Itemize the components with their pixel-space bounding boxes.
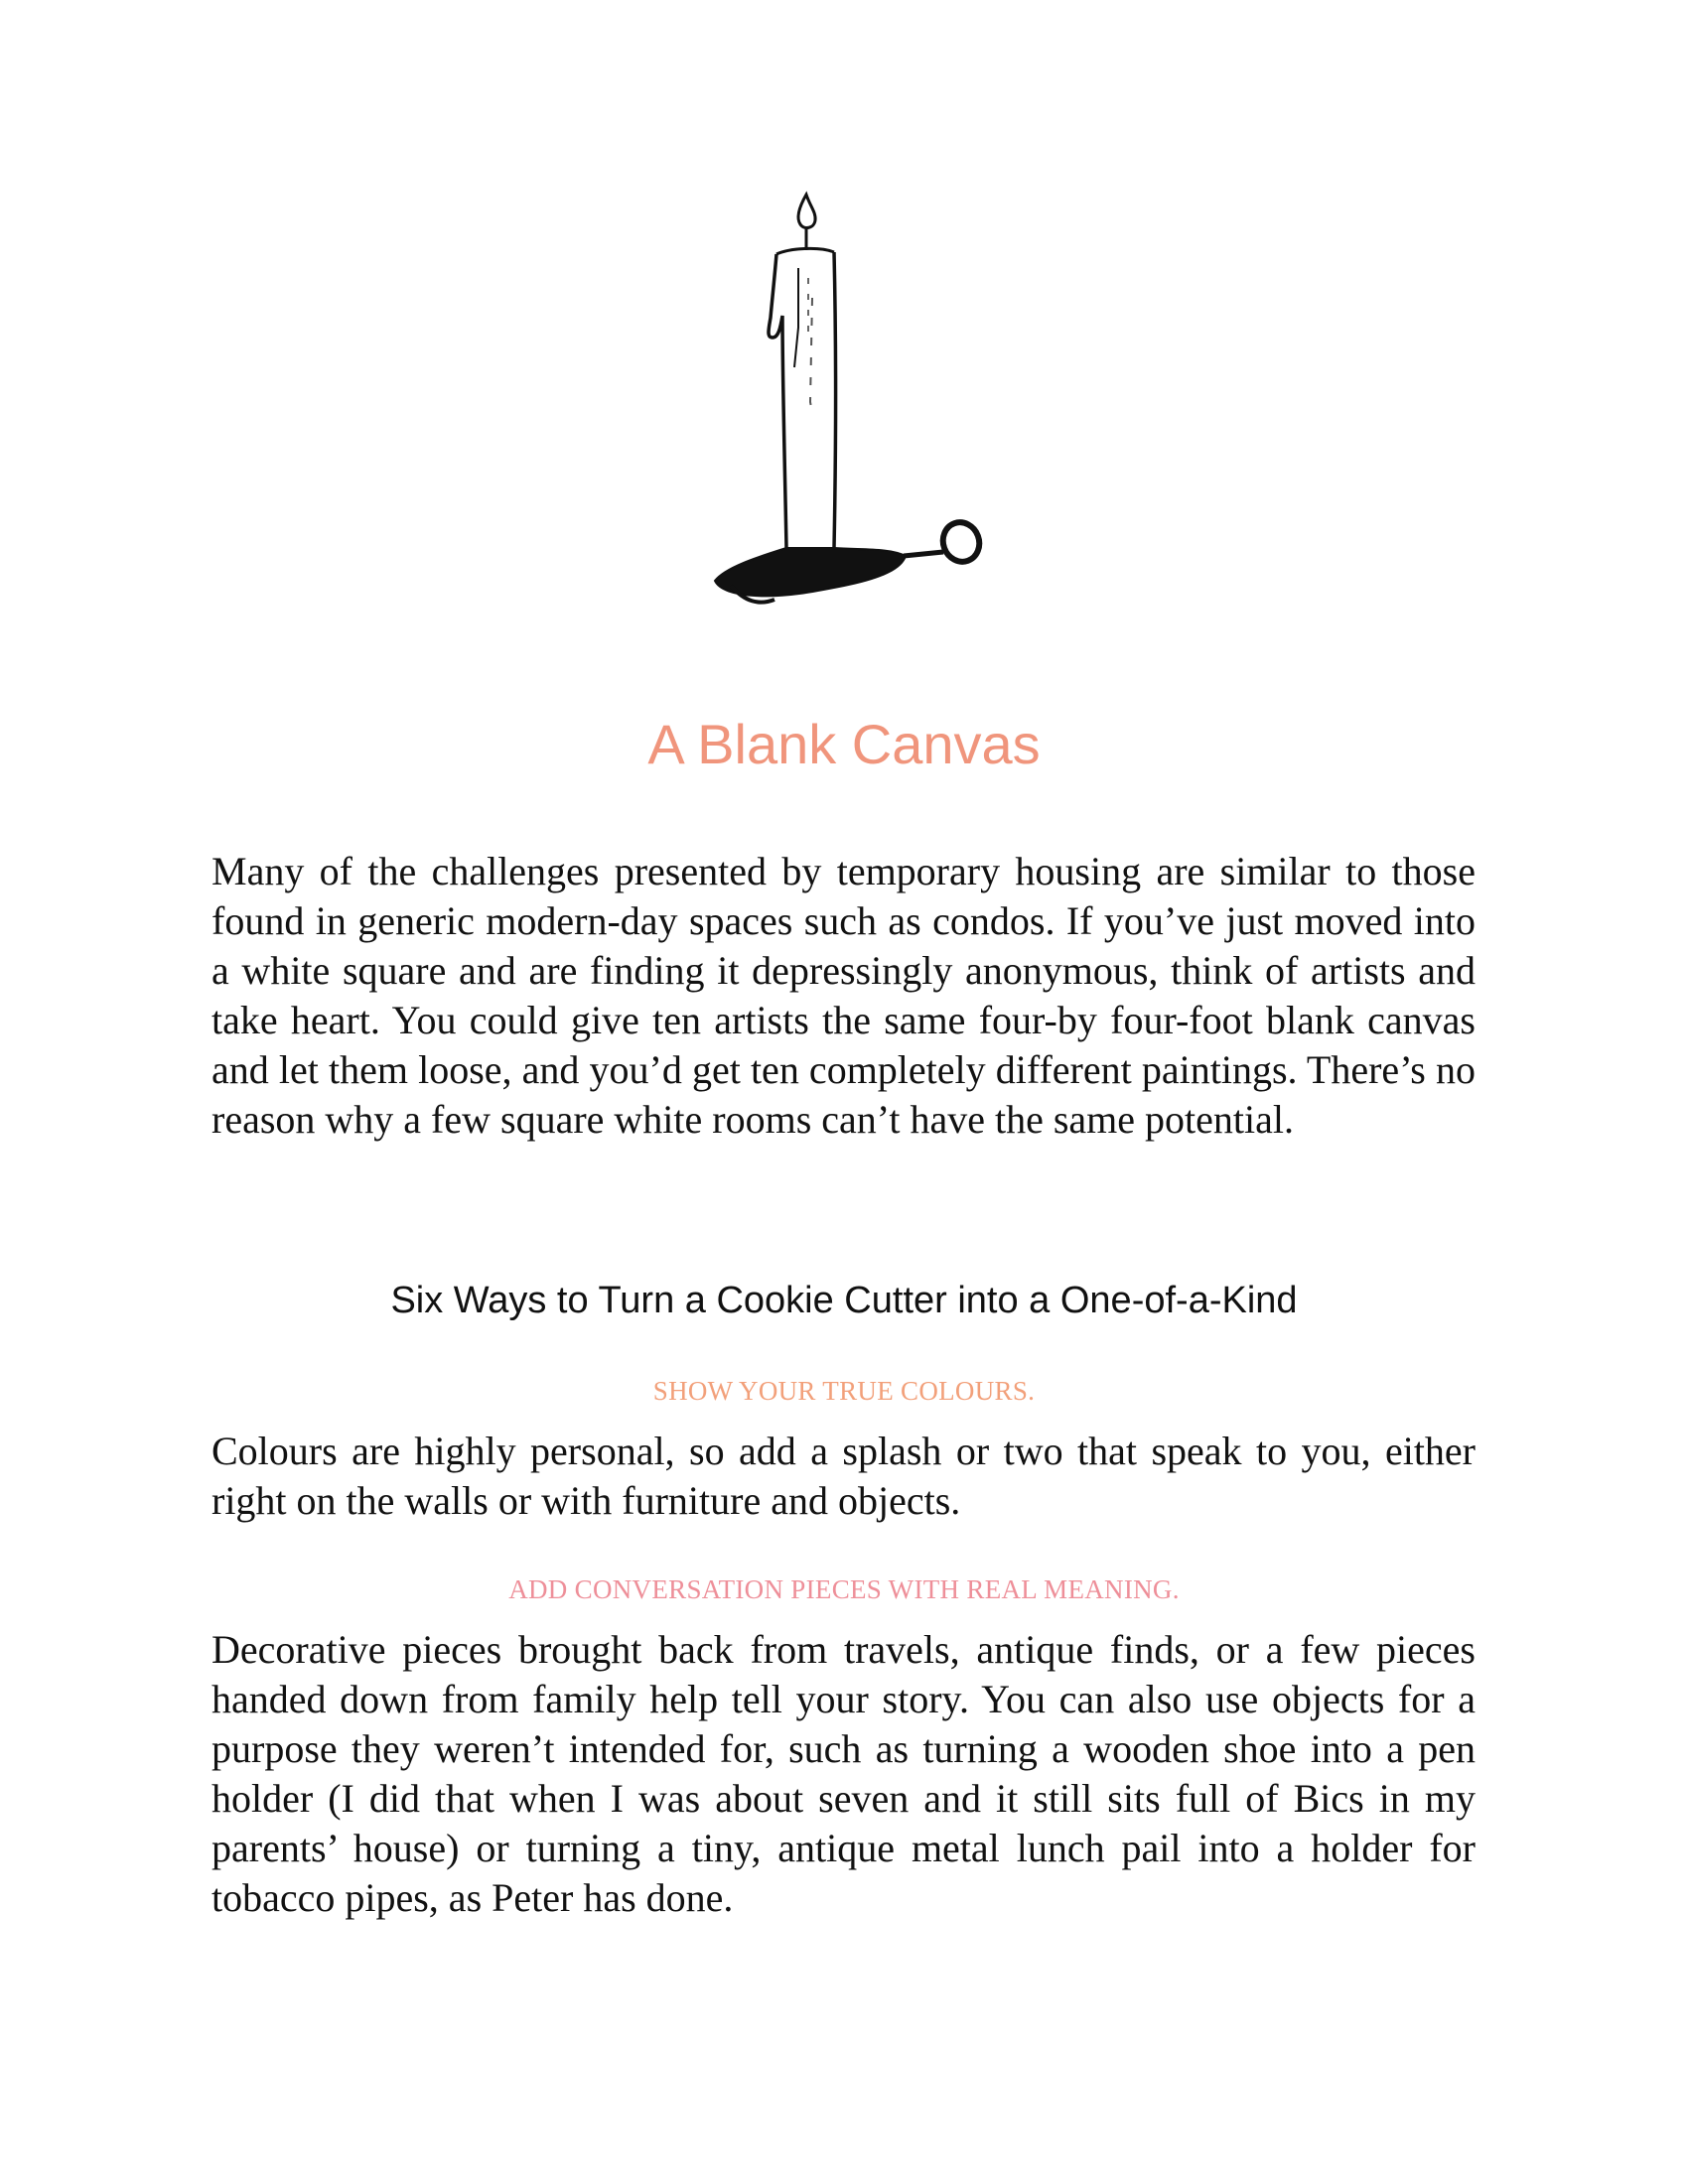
candle-in-chamberstick-icon <box>695 189 993 615</box>
section-heading: Six Ways to Turn a Cookie Cutter into a One-of-a-Kind <box>390 1280 1298 1321</box>
tip-body: Decorative pieces brought back from travels, antique finds, or a few pieces handed down from family help tell your story. You can also use objects for a purpose they weren’t intended for, such as turning a wooden shoe into a pen holder (I did that when I was about seven and it still sits full of Bics in my parents’ house) or turning a tiny, antique metal lunch pail into a holder for tobacco pipes, as Peter has done. <box>211 1627 1476 1920</box>
tip-heading: ADD CONVERSATION PIECES WITH REAL MEANING. <box>508 1574 1180 1604</box>
tip-body: Colours are highly personal, so add a splash or two that speak to you, either right on the walls or with furniture and objects. <box>211 1429 1476 1523</box>
tip-heading: SHOW YOUR TRUE COLOURS. <box>652 1376 1036 1406</box>
intro-paragraph: Many of the challenges presented by temporary housing are similar to those found in generic modern-day spaces such as condos. If you’ve just moved into a white square and are finding it depressingly anonymous, think of artists and take heart. You could give ten artists the same four-by four-foot blank canvas and let them loose, and you’d get ten completely different paintings. There’s no reason why a few square white rooms can’t have the same potential. <box>211 849 1476 1142</box>
page-title: A Blank Canvas <box>647 713 1041 775</box>
